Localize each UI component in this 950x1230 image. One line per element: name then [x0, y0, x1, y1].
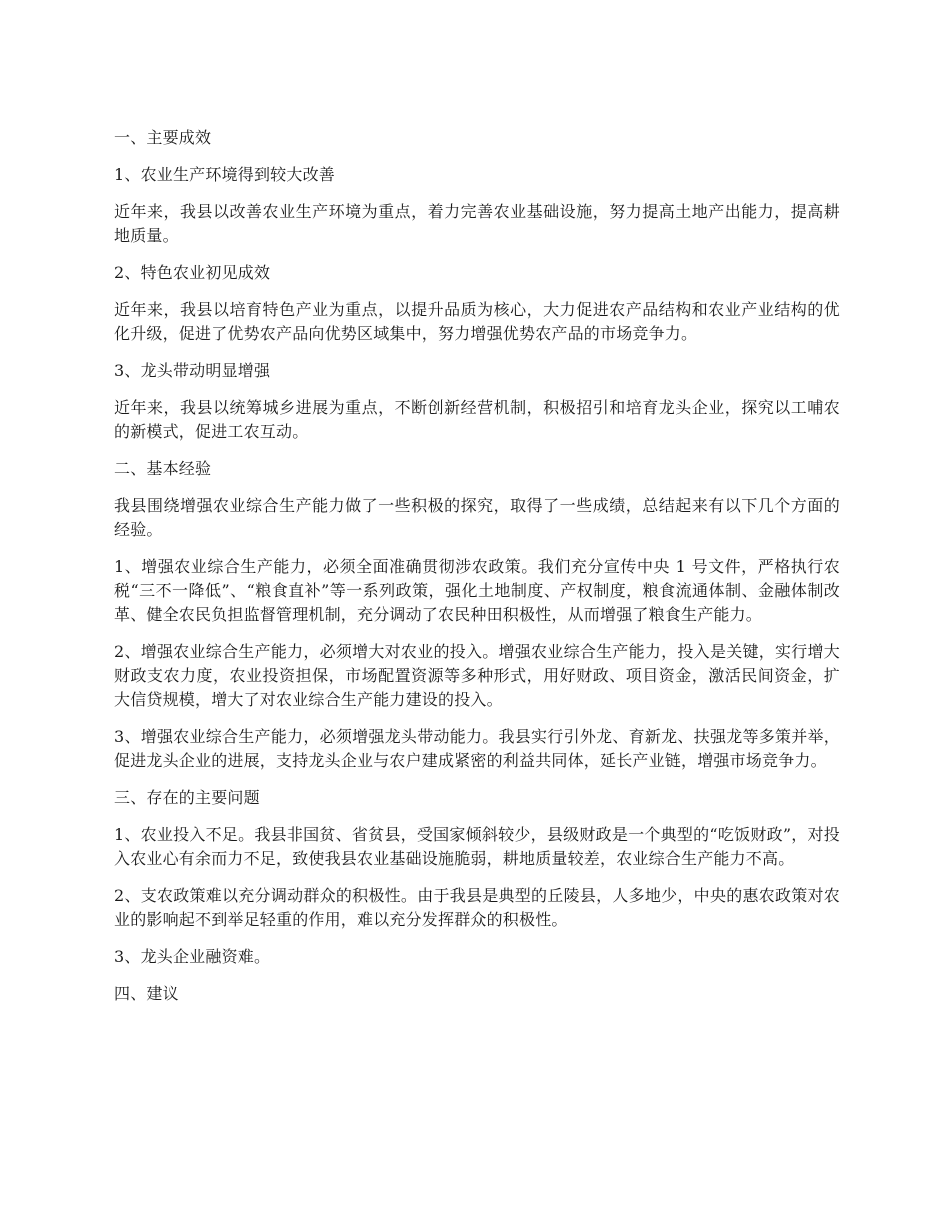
body-paragraph: 2、支农政策难以充分调动群众的积极性。由于我县是典型的丘陵县，人多地少，中央的惠农政策对农业的影响起不到举足轻重的作用，难以充分发挥群众的积极性。 [114, 886, 840, 929]
body-paragraph: 近年来，我县以培育特色产业为重点，以提升品质为核心，大力促进农产品结构和农业产业结构的优化升级，促进了优势农产品向优势区域集中，努力增强优势农产品的市场竞争力。 [114, 300, 840, 343]
body-paragraph: 1、农业投入不足。我县非国贫、省贫县，受国家倾斜较少，县级财政是一个典型的“吃饭财政”，对投入农业心有余而力不足，致使我县农业基础设施脆弱，耕地质量较差，农业综合生产能力不高。 [114, 825, 840, 868]
body-paragraph: 2、增强农业综合生产能力，必须增大对农业的投入。增强农业综合生产能力，投入是关键，实行增大财政支农力度，农业投资担保，市场配置资源等多种形式，用好财政、项目资金，激活民间资金，扩大信贷规模，增大了对农业综合生产能力建设的投入。 [114, 642, 840, 709]
section-heading-problems: 三、存在的主要问题 [114, 788, 260, 807]
body-paragraph: 我县围绕增强农业综合生产能力做了一些积极的探究，取得了一些成绩，总结起来有以下几个方面的经验。 [114, 496, 840, 539]
section-heading-achievements: 一、主要成效 [114, 128, 212, 147]
section-heading-experience: 二、基本经验 [114, 459, 212, 478]
subheading-specialty-agriculture: 2、特色农业初见成效 [114, 263, 271, 282]
body-paragraph: 1、增强农业综合生产能力，必须全面准确贯彻涉农政策。我们充分宣传中央 1 号文件，严格执行农税“三不一降低”、“粮食直补”等一系列政策，强化土地制度、产权制度，粮食流通体制、金融体制改革、健全农民负担监督管理机制，充分调动了农民种田积极性，从而增强了粮食生产能力。 [114, 557, 840, 624]
subheading-environment: 1、农业生产环境得到较大改善 [114, 165, 335, 184]
body-paragraph: 3、增强农业综合生产能力，必须增强龙头带动能力。我县实行引外龙、育新龙、扶强龙等多策并举，促进龙头企业的进展，支持龙头企业与农户建成紧密的利益共同体，延长产业链，增强市场竞争力。 [114, 727, 840, 770]
body-paragraph: 近年来，我县以统筹城乡进展为重点，不断创新经营机制，积极招引和培育龙头企业，探究以工哺农的新模式，促进工农互动。 [114, 398, 840, 441]
body-paragraph: 近年来，我县以改善农业生产环境为重点，着力完善农业基础设施，努力提高土地产出能力，提高耕地质量。 [114, 202, 840, 245]
section-heading-suggestions: 四、建议 [114, 984, 179, 1003]
subheading-leading-enterprises: 3、龙头带动明显增强 [114, 361, 271, 380]
body-paragraph: 3、龙头企业融资难。 [114, 947, 271, 966]
